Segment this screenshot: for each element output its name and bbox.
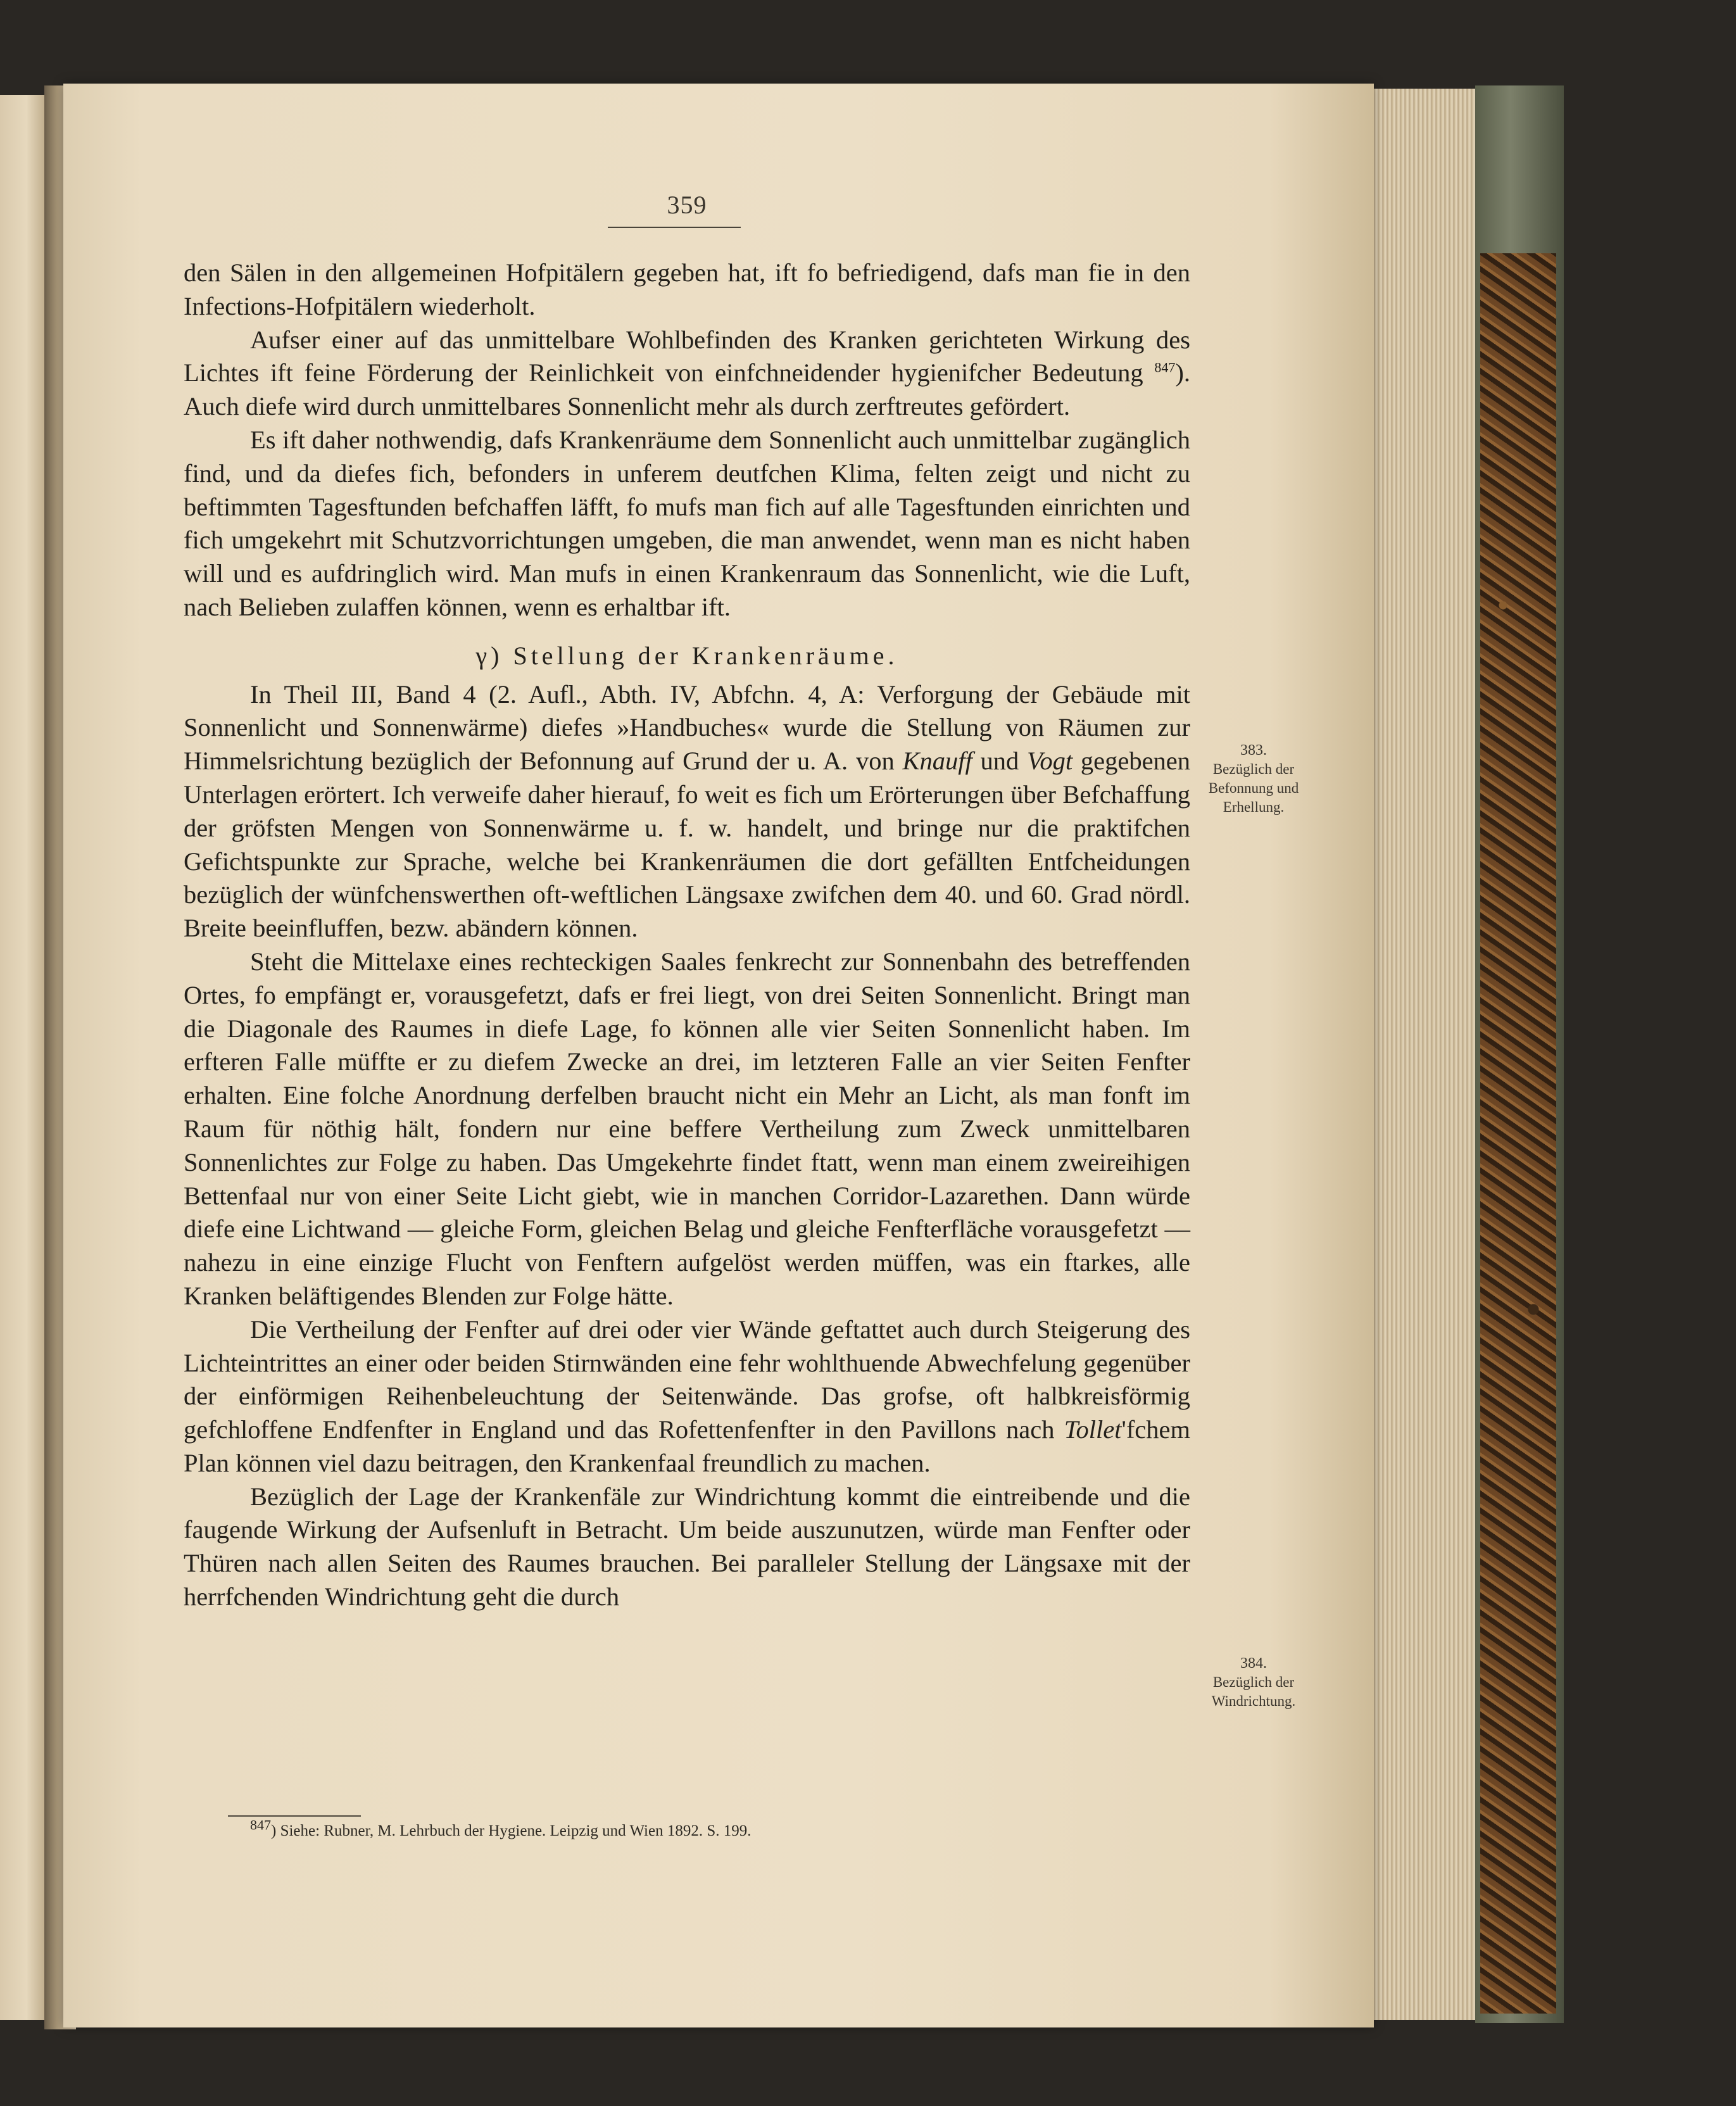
footnote xyxy=(250,1819,1073,1844)
section-paragraph-1 xyxy=(184,678,1190,945)
page-number-rule xyxy=(608,227,741,228)
paragraph-2-tail: ). Auch diefe wird durch unmittelbares Sonnenlicht mehr als durch zerftreutes gefördert. xyxy=(184,358,1190,421)
section-paragraph-3 xyxy=(184,1313,1190,1480)
main-text xyxy=(184,256,1190,1614)
section-heading: γ) Stellung der Krankenräume. xyxy=(475,641,898,670)
page-number: 359 xyxy=(667,191,707,219)
author-name-knauff: Knauff xyxy=(902,747,972,776)
author-name-vogt: Vogt xyxy=(1027,747,1073,776)
paragraph-2-text: Aufser einer auf das unmittelbare Wohlbefinden des Kranken gerichteten Wirkung des Lichtes ift feine Förderung der Reinlichkeit von einfchneidender hygienifcher Bedeutung xyxy=(184,325,1190,388)
section-paragraph-4: Bezüglich der Lage der Krankenfäle zur Windrichtung kommt die eintreibende und die faugende Wirkung der Aufsenluft in Betracht. Um beide auszunutzen, würde man Fenfter oder Thüren nach allen Seiten des Raumes brauchen. Bei paralleler Stellung der Längsaxe mit der herrfchenden Windrichtung geht die durch xyxy=(184,1482,1190,1611)
section-paragraph-1-a: In Theil III, Band 4 (2. Aufl., Abth. IV, Abfchn. 4, A: Verforgung der Gebäude mit Sonnenlicht und Sonnenwärme) diefes »Handbuches« wurde die Stellung von Räumen zur Himmelsrichtung bezüglich der Befonnung auf Grund der u. A. von xyxy=(184,679,1190,776)
marbled-cover-pattern xyxy=(1480,253,1556,2014)
margin-note-384 xyxy=(1190,1654,1317,1711)
paragraph-2 xyxy=(184,324,1190,424)
conjunction: und xyxy=(980,747,1019,776)
margin-note-383 xyxy=(1190,741,1317,817)
footnote-text: ) Siehe: Rubner, M. Lehrbuch der Hygiene. Leipzig und Wien 1892. S. 199. xyxy=(271,1822,752,1839)
paragraph-3: Es ift daher nothwendig, dafs Krankenräume dem Sonnenlicht auch unmittelbar zugänglich find, und da diefes fich, befonders in unferem deutfchen Klima, felten zeigt und nicht zu beftimmten Tagesftunden befchaffen läfft, fo mufs man fich auf alle Tagesftunden einrichten und fich umgekehrt mit Schutzvorrichtungen umgeben, die man anwendet, wenn man es nicht haben will und es aufdringlich wird. Man mufs in einen Krankenraum das Sonnenlicht, wie die Luft, nach Belieben zulaffen können, wenn es erhaltbar ift. xyxy=(184,425,1190,621)
section-paragraph-3-a: Die Vertheilung der Fenfter auf drei oder vier Wände geftattet auch durch Steigerung des Lichteintrittes an einer oder beiden Stirnwänden eine fehr wohlthuende Abwechfelung gegenüber der einförmigen Reihenbeleuchtung der Seitenwände. Das grofse, oft halbkreisförmig gefchloffene Endfenfter in England und das Rofettenfenfter in den Pavillons nach xyxy=(184,1315,1190,1444)
section-paragraph-2: Steht die Mittelaxe eines rechteckigen Saales fenkrecht zur Sonnenbahn des betreffenden Ortes, fo empfängt er, vorausgefetzt, dafs er frei liegt, von drei Seiten Sonnenlicht. Bringt man die Diagonale des Raumes in diefe Lage, fo können alle vier Seiten Sonnenlicht haben. Im erfteren Falle müffte er zu diefem Zwecke an drei, im letzteren Falle an vier Seiten Fenfter erhalten. Eine folche Anordnung derfelben braucht nicht ein Mehr an Licht, als man fonft im Raum für nöthig hält, fondern nur eine beffere Vertheilung zum Zweck unmittelbaren Sonnenlichtes zur Folge zu haben. Das Umgekehrte findet ftatt, wenn man einem zweireihigen Bettenfaal nur von einer Seite Licht giebt, wie in manchen Corridor-Lazarethen. Dann würde diefe eine Lichtwand — gleiche Form, gleichen Belag und gleiche Fenfterfläche vorausgefetzt — nahezu in eine einzige Flucht von Fenftern aufgelöst werden müffen, was ein ftarkes, alle Kranken beläftigendes Blenden zur Folge hätte. xyxy=(184,947,1190,1310)
section-paragraph-1-b: gegebenen Unterlagen erörtert. Ich verweife daher hierauf, fo weit es fich um Erörterungen über Befchaffung der gröfsten Mengen von Sonnenwärme u. f. w. handelt, und bringe nur die praktifchen Gefichtspunkte zur Sprache, welche bei Krankenräumen die dort gefällten Entfcheidungen bezüglich der wünfchenswerthen oft-weftlichen Längsaxe zwifchen dem 40. und 60. Grad nördl. Breite beeinfluffen, bezw. abändern können. xyxy=(184,747,1191,943)
previous-page-edge xyxy=(0,95,48,2020)
footnote-number: 847 xyxy=(250,1817,271,1833)
author-name-tollet: Tollet xyxy=(1064,1415,1122,1444)
section-paragraph-3-b: 'fchem Plan können viel dazu beitragen, den Krankenfaal freundlich zu machen. xyxy=(184,1415,1191,1477)
margin-note-number: 383. xyxy=(1240,742,1267,759)
page-edges xyxy=(1366,89,1480,2020)
margin-note-number: 384. xyxy=(1240,1655,1267,1672)
footnote-rule xyxy=(228,1815,361,1817)
paragraph-1: den Sälen in den allgemeinen Hofpitälern gegeben hat, ift fo befriedigend, dafs man fie in den Infections-Hofpitälern wiederholt. xyxy=(184,258,1190,320)
footnote-ref: 847 xyxy=(1154,359,1176,375)
margin-note-text: Bezüglich der Befonnung und Erhellung. xyxy=(1208,761,1299,815)
margin-note-text: Bezüglich der Windrichtung. xyxy=(1211,1674,1296,1709)
